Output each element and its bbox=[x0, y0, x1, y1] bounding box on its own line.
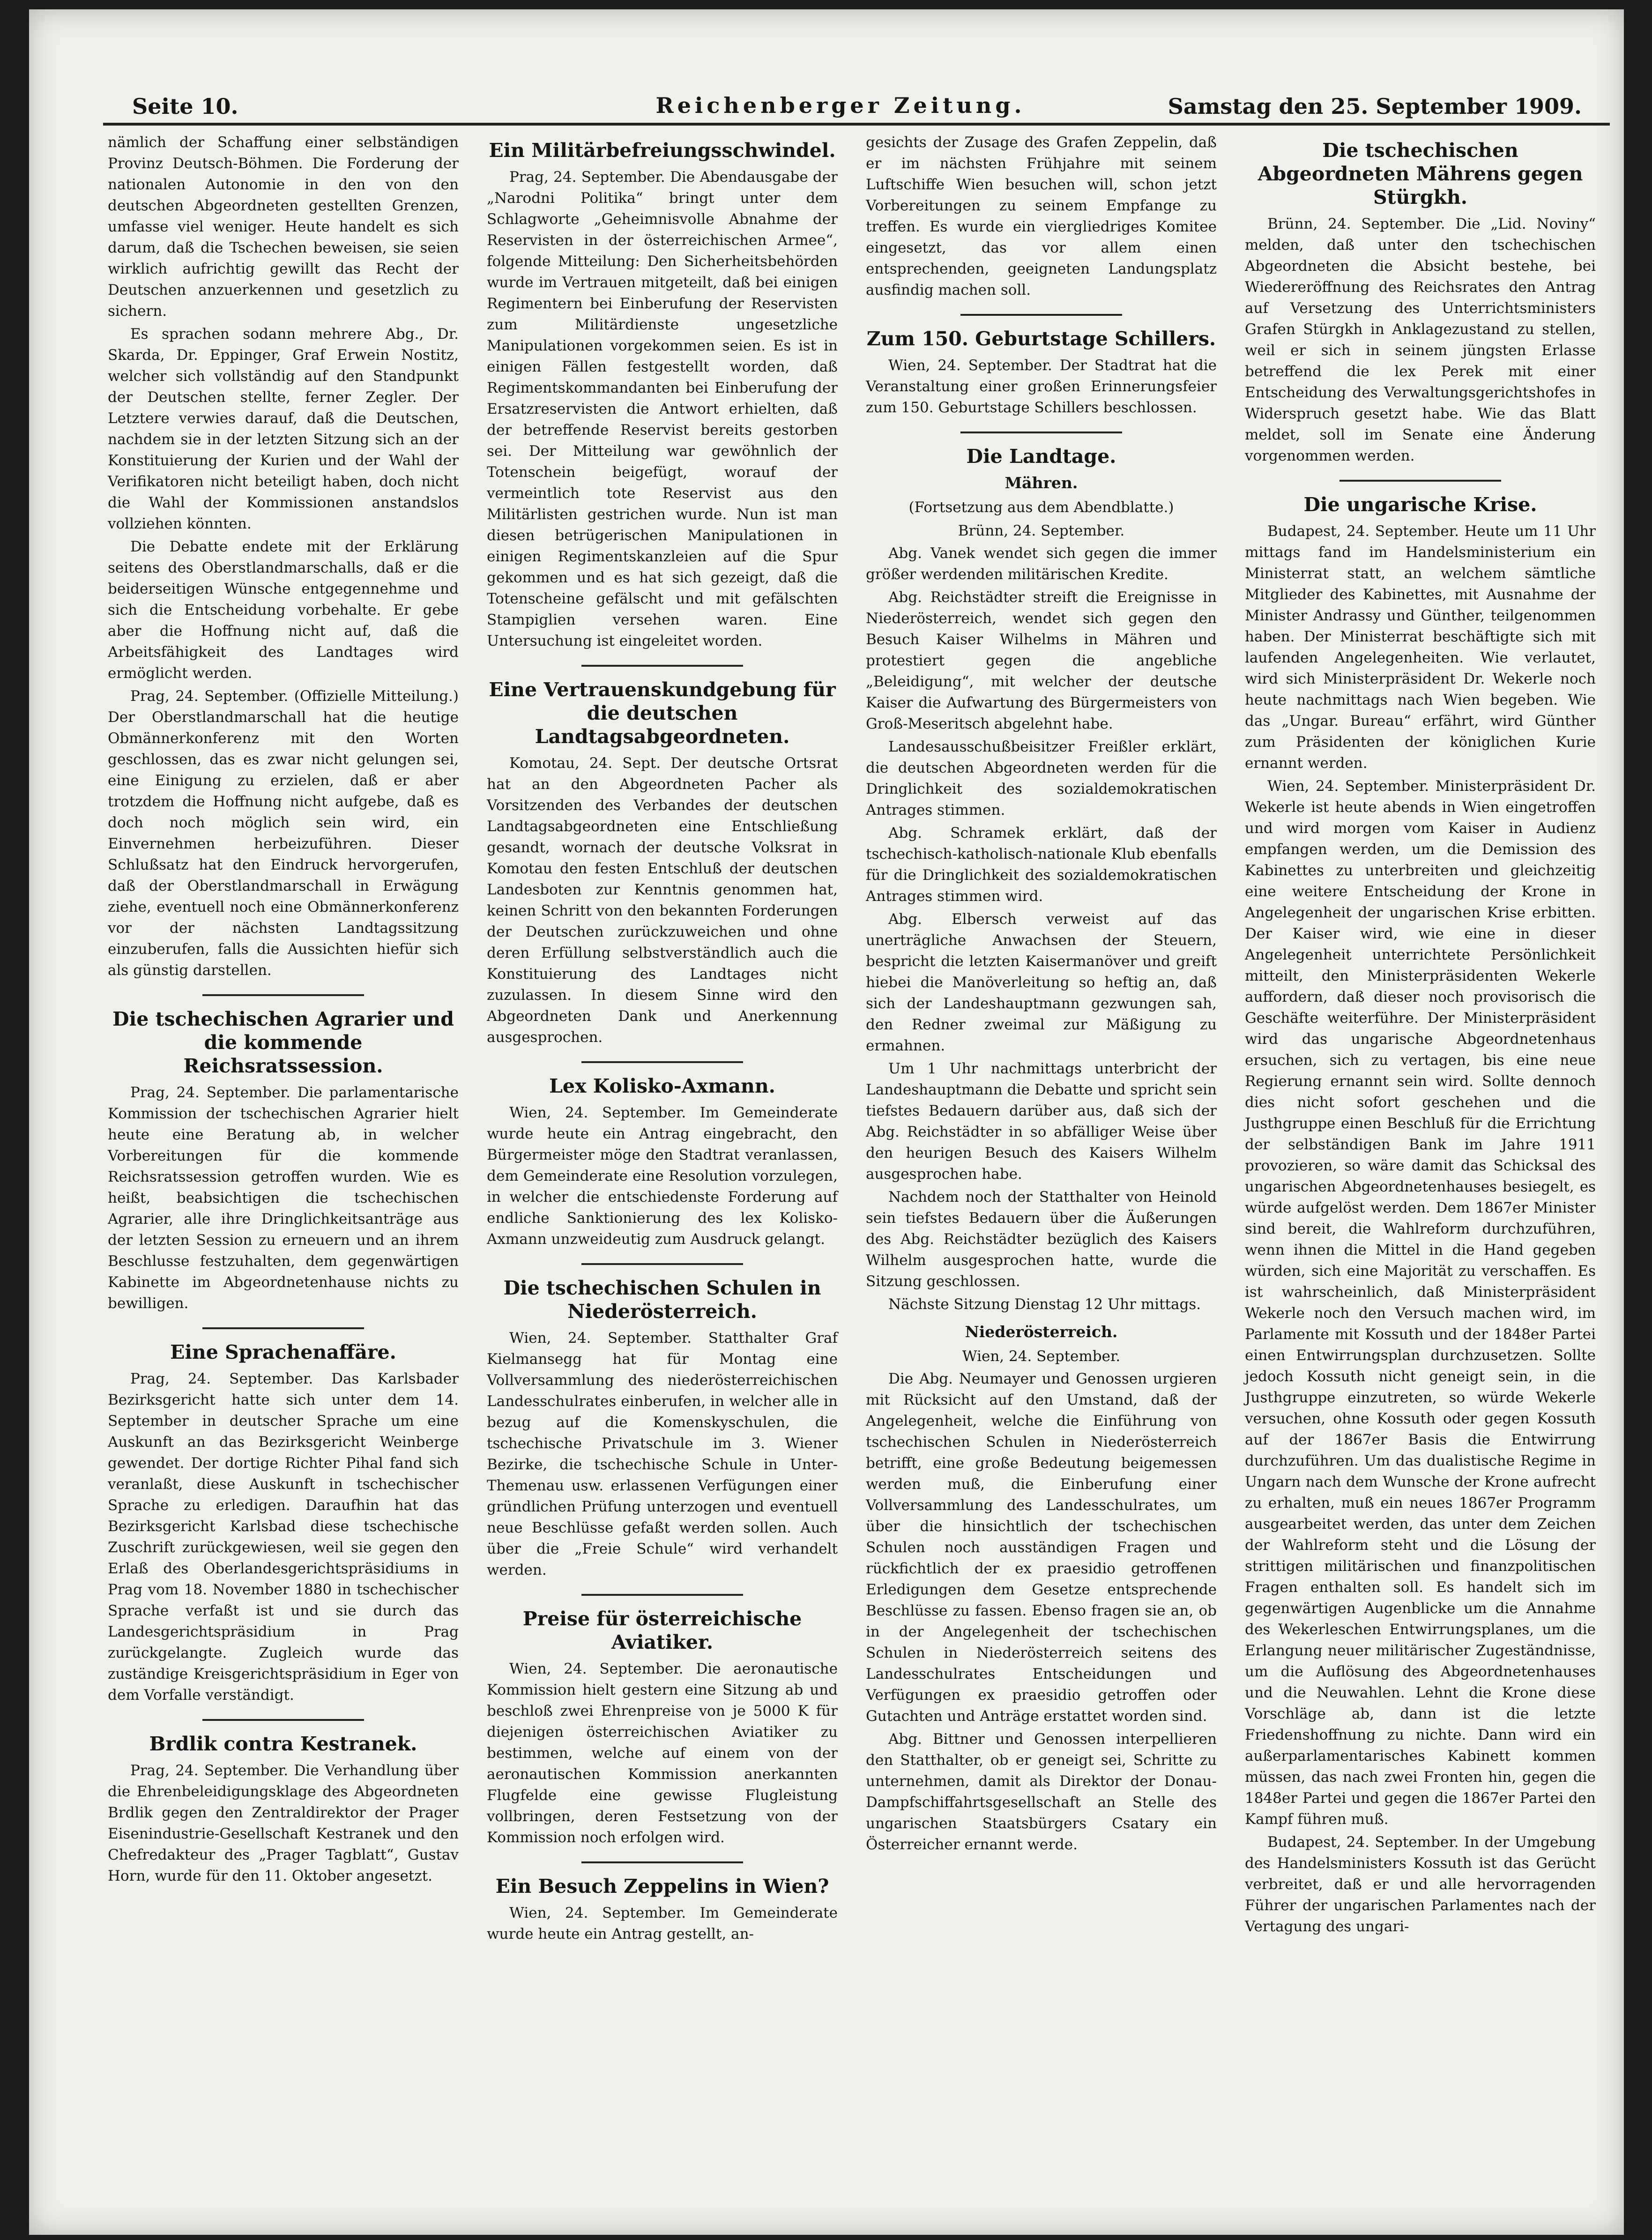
article-paragraph: nämlich der Schaffung einer selbständigen Provinz Deutsch-Böhmen. Die Forderung der nationalen Autonomie in den von den deutschen Abgeordneten gestellten Grenzen, umfasse viel weniger. Heute handelt es sich darum, daß die Tschechen beweisen, sie seien wirklich aufrichtig gewillt das Recht der Deutschen anzuerkennen und gesetzlich zu sichern. bbox=[108, 134, 459, 320]
article-headline: Die tschechischen Schulen in Niederösterreich. bbox=[503, 1277, 821, 1323]
article bbox=[487, 678, 838, 1048]
article-paragraph: Nächste Sitzung Dienstag 12 Uhr mittags. bbox=[888, 1296, 1201, 1313]
article-separator bbox=[581, 665, 743, 667]
column-3 bbox=[861, 132, 1221, 2198]
article bbox=[1245, 139, 1596, 467]
article-paragraph: Abg. Bittner und Genossen interpellieren den Statthalter, ob er geneigt sei, Schritte zu unternehmen, damit als Direktor der Donau-Dampfschiffahrtsgesellschaft an Stelle des ungarischen Staatsbürgers Csatary ein Österreicher ernannt werde. bbox=[866, 1731, 1217, 1853]
article bbox=[487, 139, 838, 652]
article-paragraph: Wien, 24. September. Im Gemeinderate wurde heute ein Antrag gestellt, an- bbox=[487, 1905, 838, 1942]
article-separator bbox=[581, 1263, 743, 1265]
article bbox=[866, 1322, 1217, 1855]
issue-date: Samstag den 25. September 1909. bbox=[1168, 94, 1582, 119]
article-columns bbox=[103, 132, 1600, 2198]
article bbox=[866, 445, 1217, 1315]
article-headline: Die Landtage. bbox=[966, 445, 1116, 468]
article-separator bbox=[1339, 480, 1501, 482]
article-paragraph: gesichts der Zusage des Grafen Zeppelin, daß er im nächsten Frühjahre mit seinem Luftschiffe Wien besuchen will, schon jetzt Vorbereitungen zu seinem Empfange zu treffen. Es wurde ein viergliedriges Komitee eingesetzt, das vor allem einen entsprechenden, geeigneten Landungsplatz ausfindig machen soll. bbox=[866, 134, 1217, 298]
article-separator bbox=[581, 1061, 743, 1063]
article-paragraph: Um 1 Uhr nachmittags unterbricht der Landeshauptmann die Debatte und spricht sein tiefstes Bedauern darüber aus, daß sich der Abg. Reichstädter in so abfälliger Weise über den heurigen Besuch des Kaisers Wilhelm ausgesprochen habe. bbox=[866, 1060, 1217, 1183]
article-headline: Zum 150. Geburtstage Schillers. bbox=[866, 327, 1216, 350]
article-headline: Ein Besuch Zeppelins in Wien? bbox=[495, 1875, 829, 1898]
article-headline: Preise für österreichische Aviatiker. bbox=[522, 1607, 802, 1653]
article-paragraph: Abg. Schramek erklärt, daß der tschechisch-katholisch-nationale Klub ebenfalls für die Dringlichkeit des sozialdemokratischen Antrages stimmen wird. bbox=[866, 825, 1217, 905]
article-separator bbox=[202, 1719, 364, 1721]
article-paragraph: Wien, 24. September. Statthalter Graf Kielmansegg hat für Montag eine Vollversammlung des niederösterreichischen Landesschulrates einberufen, in welcher alle in bezug auf die Komenskyschulen, die tschechische Privatschule im 3. Wiener Bezirke, die tschechische Schule in Unter-Themenau usw. erlassenen Verfügungen einer gründlichen Prüfung unterzogen und eventuell neue Beschlüsse gefaßt werden sollen. Auch über die „Freie Schule“ wird verhandelt werden. bbox=[487, 1330, 838, 1578]
article-paragraph: Wien, 24. September. Im Gemeinderate wurde heute ein Antrag eingebracht, den Bürgermeister möge den Stadtrat veranlassen, dem Gemeinderate eine Resolution vorzulegen, in welcher die entschiedenste Forderung auf endliche Sanktionierung des lex Kolisko-Axmann unzweideutig zum Ausdruck gelangt. bbox=[487, 1104, 838, 1248]
article-paragraph: Wien, 24. September. Ministerpräsident Dr. Wekerle ist heute abends in Wien eingetroffen und wird morgen vom Kaiser in Audienz empfangen werden, um die Demission des Kabinettes zu unterbreiten und gleichzeitig eine weitere Entscheidung der Krone in Angelegenheit der ungarischen Krise erbitten. Der Kaiser wird, wie eine in dieser Angelegenheit unterrichtete Persönlichkeit mitteilt, den Ministerpräsidenten Wekerle auffordern, daß dieser noch provisorisch die Geschäfte weiterführe. Der Ministerpräsident wird das ungarische Abgeordnetenhaus ersuchen, sich zu vertagen, bis eine neue Regierung ernannt sein wird. Sollte dennoch dies nicht sofort geschehen und die Justhgruppe einen Beschluß für die Errichtung der selbständigen Bank im Jahre 1911 provozieren, so wäre damit das Schicksal des ungarischen Abgeordnetenhauses besiegelt, es würde aufgelöst werden. Dem 1867er Minister sind bereit, die Wahlreform durchzuführen, wenn ihnen die Mittel in die Hand gegeben würden, sich eine Majorität zu verschaffen. Es ist wahrscheinlich, daß Ministerpräsident Wekerle noch den Versuch machen wird, im Parlamente mit Kossuth und der 1848er Partei einen Entwirrungsplan durchzusetzen. Sollte jedoch Kossuth nicht geneigt sein, in die Justhgruppe einzutreten, so würde Wekerle versuchen, ohne Kossuth oder gegen Kossuth auf der 1867er Basis die Entwirrung durchzuführen. Um das dualistische Regime in Ungarn nach dem Wunsche der Krone aufrecht zu erhalten, muß ein neues 1867er Programm ausgearbeitet werden, das unter dem Zeichen der Wahlreform steht und die Lösung der strittigen militärischen und finanzpolitischen Fragen enthalten soll. Es handelt sich im gegenwärtigen Augenblicke um die Annahme des Wekerleschen Entwirrungsplanes, um die Erlangung neuer militärischer Zugeständnisse, um die Auflösung des Abgeordnetenhauses und die Neuwahlen. Lehnt die Krone diese Vorschläge ab, dann ist die letzte Friedenshoffnung zu nichte. Dann wird ein außerparlamentarisches Kabinett kommen müssen, das nach zwei Fronten hin, gegen die 1848er Partei und gegen die 1867er Partei den Kampf führen muß. bbox=[1245, 778, 1596, 1828]
article-paragraph: Abg. Reichstädter streift die Ereignisse in Niederösterreich, wendet sich gegen den Besuch Kaiser Wilhelms in Mähren und protestiert gegen die angebliche „Beleidigung“, mit welcher der deutsche Kaiser die Aufwartung des Bürgermeisters von Groß-Meseritsch abgelehnt habe. bbox=[866, 589, 1217, 732]
article-headline: Lex Kolisko-Axmann. bbox=[549, 1075, 775, 1097]
article-paragraph: Budapest, 24. September. Heute um 11 Uhr mittags fand im Handelsministerium ein Ministerrat statt, an welchem sämtliche Mitglieder des Kabinettes, mit Ausnahme der Minister Andrassy und Günther, teilgenommen haben. Der Ministerrat beschäftigte sich mit laufenden Angelegenheiten. Wie verlautet, wird sich Ministerpräsident Dr. Wekerle noch heute nachmittags nach Wien begeben. Wie das „Ungar. Bureau“ erfährt, wird Günther zum Präsidenten der königlichen Kurie ernannt werden. bbox=[1245, 523, 1596, 772]
article bbox=[487, 1074, 838, 1250]
article-paragraph: Prag, 24. September. Die Verhandlung über die Ehrenbeleidigungsklage des Abgeordneten Brdlik gegen den Zentraldirektor der Prager Eisenindustrie-Gesellschaft Kestranek und den Chefredakteur des „Prager Tagblatt“, Gustav Horn, wurde für den 11. Oktober angesetzt. bbox=[108, 1762, 459, 1884]
article-paragraph: Wien, 24. September. Der Stadtrat hat die Veranstaltung einer großen Erinnerungsfeier zum 150. Geburtstage Schillers beschlossen. bbox=[866, 357, 1217, 416]
article-headline: Brdlik contra Kestranek. bbox=[149, 1733, 417, 1755]
article bbox=[487, 1607, 838, 1848]
article-headline: Die tschechischen Abgeordneten Mährens gegen Stürgkh. bbox=[1258, 139, 1583, 208]
article bbox=[866, 327, 1217, 418]
article bbox=[1245, 493, 1596, 1937]
column-2 bbox=[482, 132, 842, 2198]
column-1 bbox=[103, 132, 463, 2198]
article-separator bbox=[581, 1861, 743, 1863]
article-paragraph: Wien, 24. September. Die aeronautische Kommission hielt gestern eine Sitzung ab und beschloß zwei Ehrenpreise von je 5000 K für diejenigen österreichischen Aviatiker zu bestimmen, welche auf einem von der aeronautischen Kommission anerkannten Flugfelde eine gewisse Flugleistung vollbringen, deren Festsetzung von der Kommission noch erfolgen wird. bbox=[487, 1660, 838, 1846]
article-paragraph: Landesausschußbeisitzer Freißler erklärt, die deutschen Abgeordneten werden für die Dringlichkeit des sozialdemokratischen Antrages stimmen. bbox=[866, 738, 1217, 819]
article-headline: Ein Militärbefreiungsschwindel. bbox=[489, 139, 836, 162]
article-paragraph: Budapest, 24. September. In der Umgebung des Handelsministers Kossuth ist das Gerücht verbreitet, daß er und alle hervorragenden Führer der ungarischen Parlamentes nach der Vertagung des ungari- bbox=[1245, 1834, 1596, 1935]
article-note: (Fortsetzung aus dem Abendblatte.) bbox=[908, 499, 1174, 516]
article-separator bbox=[960, 314, 1122, 316]
article-paragraph: Prag, 24. September. Die parlamentarische Kommission der tschechischen Agrarier hielt heute eine Beratung ab, in welcher Vorbereitungen für die kommende Reichsratssession getroffen wurden. Wie es heißt, beabsichtigen die tschechischen Agrarier, alle ihre Dringlichkeitsanträge aus der letzten Session zu erneuern und an ihrem Beschlusse festzuhalten, dem gegenwärtigen Kabinette im Abgeordnetenhause nichts zu bewilligen. bbox=[108, 1084, 459, 1312]
column-4 bbox=[1240, 132, 1600, 2198]
article-paragraph: Es sprachen sodann mehrere Abg., Dr. Skarda, Dr. Eppinger, Graf Erwein Nostitz, welcher sich vollständig auf den Standpunkt der Deutschen stellte, ferner Zegler. Der Letztere verwies darauf, daß die Deutschen, nachdem sie in der letzten Sitzung sich an der Konstituierung der Kurien und der Wahl der Verifikatoren nicht beteiligt haben, doch nicht die Wahl der Kommissionen anstandslos vollziehen könnten. bbox=[108, 326, 459, 532]
article bbox=[108, 1007, 459, 1314]
article-paragraph: Brünn, 24. September. Die „Lid. Noviny“ melden, daß unter den tschechischen Abgeordneten die Absicht bestehe, bei Wiedereröffnung des Reichsrates den Antrag auf Versetzung des Unterrichtsministers Grafen Stürgkh in Anklagezustand zu stellen, weil er sich in seinem jüngsten Erlasse betreffend die lex Perek mit einer Entscheidung des Verwaltungsgerichtshofes in Widerspruch gesetzt habe. Wie das Blatt meldet, soll im Senate eine Änderung vorgenommen werden. bbox=[1245, 216, 1596, 464]
article-separator bbox=[202, 1327, 364, 1329]
article-paragraph: Abg. Vanek wendet sich gegen die immer größer werdenden militärischen Kredite. bbox=[866, 545, 1217, 583]
article bbox=[108, 132, 459, 981]
article-paragraph: Prag, 24. September. (Offizielle Mitteilung.) Der Oberstlandmarschall hat die heutige Obmännerkonferenz mit den Worten geschlossen, das es zwar nicht gelungen sei, eine Einigung zu erzielen, daß er aber trotzdem die Hoffnung nicht aufgebe, daß es doch noch möglich sein wird, ein Einvernehmen herbeizuführen. Dieser Schlußsatz hat den Eindruck hervorgerufen, daß der Oberstlandmarschall in Erwägung ziehe, eventuell noch eine Obmännerkonferenz vor der nächsten Landtagssitzung einzuberufen, falls die Aussichten hiefür sich als günstig darstellen. bbox=[108, 688, 459, 979]
article bbox=[487, 1875, 838, 1945]
article bbox=[866, 132, 1217, 301]
article-paragraph: Abg. Elbersch verweist auf das unerträgliche Anwachsen der Steuern, bespricht die letzten Kaisermanöver und greift hiebei die Manöverleitung so heftig an, daß sich der Landeshauptmann gezwungen sah, den Redner zweimal zur Mäßigung zu ermahnen. bbox=[866, 911, 1217, 1054]
article-separator bbox=[960, 432, 1122, 433]
header-rule bbox=[103, 123, 1610, 126]
article-paragraph: Prag, 24. September. Das Karlsbader Bezirksgericht hatte sich unter dem 14. September in deutscher Sprache um eine Auskunft an das Bezirksgericht Weinberge gewendet. Der dortige Richter Pihal fand sich veranlaßt, diese Auskunft in tschechischer Sprache zu erledigen. Daraufhin hat das Bezirksgericht Karlsbad diese tschechische Zuschrift zurückgewiesen, weil sie gegen den Erlaß des Oberlandesgerichtspräsidiums in Prag vom 18. November 1880 in tschechischer Sprache verfaßt ist und sie durch das Landesgerichtspräsidium in Prag zurückgelangte. Zugleich wurde das zuständige Kreisgerichtspräsidium in Eger von dem Vorfalle verständigt. bbox=[108, 1370, 459, 1704]
article-subheadline: Niederösterreich. bbox=[965, 1323, 1118, 1341]
article-paragraph: Die Abg. Neumayer und Genossen urgieren mit Rücksicht auf den Umstand, daß der Angelegenheit, welche die Einführung von tschechischen Schulen in Niederösterreich betrifft, eine große Bedeutung beigemessen werden muß, die Einberufung einer Vollversammlung des Landesschulrates, um über die hinsichtlich der tschechischen Schulen noch ausständigen Fragen und rückfichtlich der ex praesidio getroffenen Erledigungen dem Gesetze entsprechende Beschlüsse zu fassen. Ebenso fragen sie an, ob in der Angelegenheit der tschechischen Schulen in Niederösterreich seitens des Landesschulrates Entscheidungen und Verfügungen ex praesidio getroffen oder Gutachten und Anträge erstattet worden sind. bbox=[866, 1370, 1217, 1725]
article-separator bbox=[202, 994, 364, 996]
masthead bbox=[99, 84, 1582, 127]
article bbox=[108, 1732, 459, 1887]
article-headline: Die ungarische Krise. bbox=[1303, 493, 1537, 516]
article-separator bbox=[581, 1594, 743, 1596]
article-paragraph: Komotau, 24. Sept. Der deutsche Ortsrat hat an den Abgeordneten Pacher als Vorsitzenden des Verbandes der deutschen Landtagsabgeordneten eine Entschließung gesandt, wornach der deutsche Volksrat in Komotau den festen Entschluß der deutschen Landesboten zur Kenntnis genommen hat, keinen Schritt von den bekannten Forderungen der Deutschen zurückzuweichen und ohne deren Erfüllung selbstverständlich auch die Konstituierung des Landtages nicht zuzulassen. In diesem Sinne wird den Abgeordneten Dank und Anerkennung ausgesprochen. bbox=[487, 755, 838, 1046]
article-paragraph: Nachdem noch der Statthalter von Heinold sein tiefstes Bedauern über die Äußerungen des Abg. Reichstädter bezüglich des Kaisers Wilhelm ausgesprochen hatte, wurde die Sitzung geschlossen. bbox=[866, 1189, 1217, 1290]
page-number: Seite 10. bbox=[132, 94, 238, 119]
article-headline: Die tschechischen Agrarier und die kommende Reichsratssession. bbox=[112, 1008, 454, 1077]
newspaper-name: Reichenberger Zeitung. bbox=[655, 93, 1026, 118]
article bbox=[108, 1340, 459, 1706]
article bbox=[487, 1276, 838, 1581]
article-paragraph: Prag, 24. September. Die Abendausgabe der „Narodni Politika“ bringt unter dem Schlagworte „Geheimnisvolle Abnahme der Reservisten in der österreichischen Armee“, folgende Mitteilung: Den Sicherheitsbehörden wurde im Vertrauen mitgeteilt, daß bei einigen Regimentern bei Einberufung der Reservisten zum Militärdienste ungesetzliche Manipulationen vorgekommen seien. Es ist in einigen Fällen festgestellt worden, daß Regimentskommandanten bei Einberufung der Ersatzreservisten die Antwort erhielten, daß der betreffende Reservist bereits gestorben sei. Der Mitteilung war gewöhnlich der Totenschein beigefügt, worauf der vermeintlich tote Reservist aus den Militärlisten gestrichen wurde. Nun ist man diesen betrügerischen Manipulationen in einigen Regimentskanzleien auf die Spur gekommen und es hat sich gezeigt, daß die Totenscheine gefälscht und mit gefälschten Stampiglien versehen waren. Eine Untersuchung ist eingeleitet worden. bbox=[487, 169, 838, 649]
article-dateline: Brünn, 24. September. bbox=[958, 522, 1125, 539]
article-headline: Eine Sprachenaffäre. bbox=[170, 1341, 396, 1363]
article-subheadline: Mähren. bbox=[1005, 474, 1078, 492]
article-dateline: Wien, 24. September. bbox=[962, 1348, 1121, 1365]
article-headline: Eine Vertrauenskundgebung für die deutschen Landtagsabgeordneten. bbox=[489, 678, 836, 748]
article-paragraph: Die Debatte endete mit der Erklärung seitens des Oberstlandmarschalls, daß er die beiderseitigen Wünsche entgegennehme und sich die Entscheidung vorbehalte. Er gebe aber die Hoffnung nicht auf, daß die Arbeitsfähigkeit des Landtages wird ermöglicht werden. bbox=[108, 538, 459, 682]
